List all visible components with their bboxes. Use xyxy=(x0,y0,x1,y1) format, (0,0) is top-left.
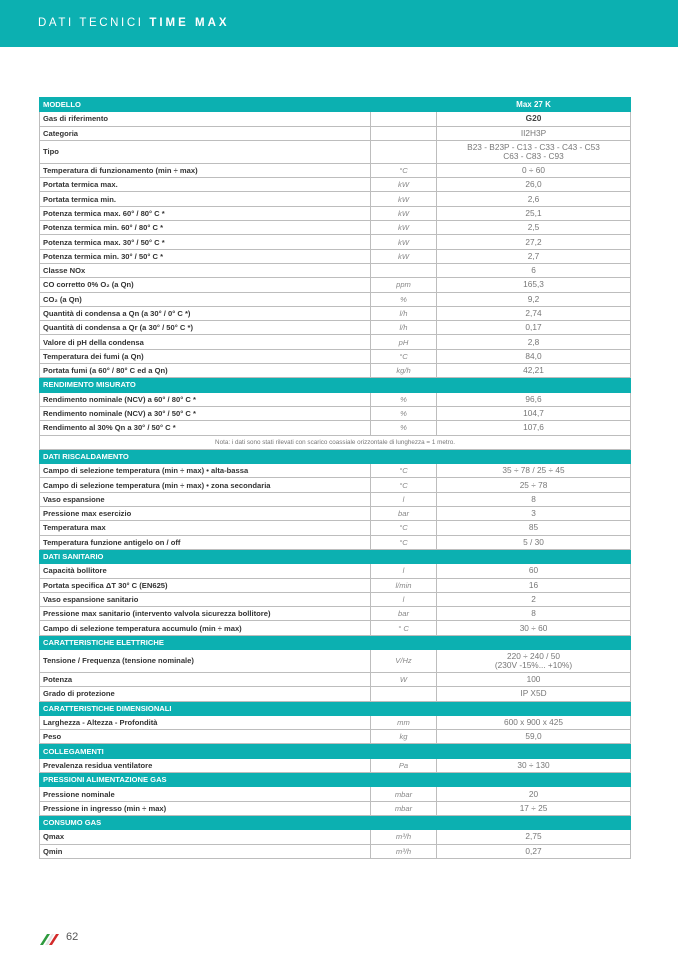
section-header-row xyxy=(40,701,631,715)
note-row xyxy=(40,435,631,449)
spec-label: Pressione max sanitario (intervento valvola sicurezza bollitore) xyxy=(40,607,371,621)
italian-flag-logo-icon xyxy=(40,931,62,945)
spec-label: Portata termica max. xyxy=(40,178,371,192)
title-bold: TIME MAX xyxy=(149,17,230,29)
spec-value xyxy=(437,687,631,701)
spec-value xyxy=(437,715,631,729)
section-header-row xyxy=(40,449,631,463)
spec-label: Temperatura max xyxy=(40,521,371,535)
table-row xyxy=(40,621,631,635)
table-row xyxy=(40,492,631,506)
spec-value xyxy=(437,364,631,378)
spec-value xyxy=(437,126,631,140)
spec-value xyxy=(437,830,631,844)
table-row xyxy=(40,392,631,406)
spec-unit: % xyxy=(371,292,437,306)
section-title: CONSUMO GAS xyxy=(40,815,631,829)
section-title: COLLEGAMENTI xyxy=(40,744,631,758)
table-row xyxy=(40,349,631,363)
value-line: 0 ÷ 60 xyxy=(521,165,545,176)
section-title: RENDIMENTO MISURATO xyxy=(40,378,631,392)
section-header-row xyxy=(40,815,631,829)
table-row xyxy=(40,830,631,844)
spec-unit: % xyxy=(371,406,437,420)
spec-label: Qmax xyxy=(40,830,371,844)
table-row xyxy=(40,521,631,535)
spec-value xyxy=(437,787,631,801)
spec-unit: kW xyxy=(371,235,437,249)
spec-label: Rendimento al 30% Qn a 30° / 50° C * xyxy=(40,421,371,435)
table-row xyxy=(40,535,631,549)
spec-value xyxy=(437,564,631,578)
spec-value xyxy=(437,192,631,206)
table-row xyxy=(40,564,631,578)
spec-unit xyxy=(371,263,437,277)
spec-label: Campo di selezione temperatura accumulo (min ÷ max) xyxy=(40,621,371,635)
value-line: 2 xyxy=(531,593,536,604)
value-line-2: C63 - C83 - C93 xyxy=(503,150,564,161)
spec-value xyxy=(437,464,631,478)
spec-unit: l/min xyxy=(371,578,437,592)
spec-unit: l xyxy=(371,492,437,506)
section-title: DATI RISCALDAMENTO xyxy=(40,449,631,463)
spec-value xyxy=(437,112,631,126)
value-line: 104,7 xyxy=(523,408,544,419)
spec-label: Portata termica min. xyxy=(40,192,371,206)
table-row xyxy=(40,335,631,349)
table-row xyxy=(40,406,631,420)
spec-unit xyxy=(371,112,437,126)
value-line: 42,21 xyxy=(523,365,544,376)
value-line: 25 ÷ 78 xyxy=(519,479,548,490)
spec-unit: pH xyxy=(371,335,437,349)
spec-unit: °C xyxy=(371,535,437,549)
spec-value xyxy=(437,392,631,406)
table-row xyxy=(40,787,631,801)
table-row xyxy=(40,421,631,435)
spec-unit: bar xyxy=(371,507,437,521)
spec-value xyxy=(437,140,631,163)
spec-value xyxy=(437,221,631,235)
value-line: 5 / 30 xyxy=(523,536,544,547)
section-title: CARATTERISTICHE DIMENSIONALI xyxy=(40,701,631,715)
spec-value xyxy=(437,492,631,506)
spec-value xyxy=(437,249,631,263)
spec-label: Campo di selezione temperatura (min ÷ max) • alta-bassa xyxy=(40,464,371,478)
value-line: 85 xyxy=(528,522,539,533)
spec-label: Qmin xyxy=(40,844,371,858)
title-light: DATI TECNICI xyxy=(38,17,144,29)
spec-label: Categoria xyxy=(40,126,371,140)
spec-label: Larghezza - Altezza - Profondità xyxy=(40,715,371,729)
value-line: 59,0 xyxy=(525,731,542,742)
spec-unit xyxy=(371,126,437,140)
model-header-row xyxy=(40,98,631,112)
value-line: 8 xyxy=(531,608,536,619)
spec-unit: mbar xyxy=(371,801,437,815)
spec-label: Tipo xyxy=(40,140,371,163)
table-row xyxy=(40,112,631,126)
spec-label: Temperatura funzione antigelo on / off xyxy=(40,535,371,549)
value-line: 100 xyxy=(526,674,541,685)
table-row xyxy=(40,263,631,277)
value-line: 2,8 xyxy=(527,336,540,347)
section-header-row xyxy=(40,773,631,787)
table-row xyxy=(40,306,631,320)
spec-unit: mbar xyxy=(371,787,437,801)
spec-value xyxy=(437,206,631,220)
value-line: 26,0 xyxy=(525,179,542,190)
spec-label: Gas di riferimento xyxy=(40,112,371,126)
spec-label: Portata fumi (a 60° / 80° C ed a Qn) xyxy=(40,364,371,378)
note-text: Nota: i dati sono stati rilevati con scarico coassiale orizzontale di lunghezza = 1 metro. xyxy=(40,435,631,449)
value-line: 35 ÷ 78 / 25 ÷ 45 xyxy=(502,465,565,476)
table-row xyxy=(40,292,631,306)
spec-unit: l/h xyxy=(371,306,437,320)
spec-value xyxy=(437,535,631,549)
spec-label: Pressione nominale xyxy=(40,787,371,801)
value-line: 30 ÷ 60 xyxy=(519,622,548,633)
spec-label: Campo di selezione temperatura (min ÷ max) • zona secondaria xyxy=(40,478,371,492)
value-line: II2H3P xyxy=(520,127,547,138)
spec-value xyxy=(437,730,631,744)
model-value: Max 27 K xyxy=(437,98,631,112)
table-row xyxy=(40,672,631,686)
value-line: 0,17 xyxy=(525,322,542,333)
spec-unit: °C xyxy=(371,464,437,478)
spec-table xyxy=(39,97,631,859)
spec-unit: kW xyxy=(371,192,437,206)
spec-unit: l xyxy=(371,592,437,606)
spec-value xyxy=(437,758,631,772)
value-line: G20 xyxy=(525,113,542,124)
spec-value xyxy=(437,421,631,435)
spec-value xyxy=(437,335,631,349)
spec-value xyxy=(437,235,631,249)
value-line: 2,6 xyxy=(527,193,540,204)
spec-value xyxy=(437,592,631,606)
table-row xyxy=(40,592,631,606)
table-row xyxy=(40,607,631,621)
table-row xyxy=(40,844,631,858)
value-line: 17 ÷ 25 xyxy=(519,802,548,813)
spec-unit: kW xyxy=(371,249,437,263)
table-row xyxy=(40,163,631,177)
spec-label: Quantità di condensa a Qn (a 30° / 0° C *) xyxy=(40,306,371,320)
page-title xyxy=(38,17,230,29)
spec-unit: l/h xyxy=(371,321,437,335)
spec-label: Vaso espansione xyxy=(40,492,371,506)
page-number: 62 xyxy=(66,931,79,943)
value-line: 220 ÷ 240 / 50 xyxy=(507,650,560,661)
table-row xyxy=(40,730,631,744)
spec-unit: °C xyxy=(371,349,437,363)
spec-unit xyxy=(371,140,437,163)
spec-unit: kW xyxy=(371,206,437,220)
spec-unit: % xyxy=(371,421,437,435)
value-line: 96,6 xyxy=(525,393,542,404)
spec-label: Quantità di condensa a Qr (a 30° / 50° C *) xyxy=(40,321,371,335)
value-line: 2,7 xyxy=(527,250,540,261)
spec-value xyxy=(437,406,631,420)
spec-value xyxy=(437,521,631,535)
spec-value xyxy=(437,263,631,277)
table-row xyxy=(40,206,631,220)
table-row xyxy=(40,221,631,235)
spec-value xyxy=(437,478,631,492)
value-line: 0,27 xyxy=(525,845,542,856)
spec-unit: °C xyxy=(371,478,437,492)
spec-value xyxy=(437,321,631,335)
spec-unit: m³/h xyxy=(371,844,437,858)
value-line: 600 x 900 x 425 xyxy=(503,717,564,728)
spec-label: Peso xyxy=(40,730,371,744)
spec-value xyxy=(437,649,631,672)
spec-label: Portata specifica ΔT 30° C (EN625) xyxy=(40,578,371,592)
spec-label: Prevalenza residua ventilatore xyxy=(40,758,371,772)
section-header-row xyxy=(40,635,631,649)
value-line: 9,2 xyxy=(527,293,540,304)
spec-value xyxy=(437,178,631,192)
spec-unit: m³/h xyxy=(371,830,437,844)
spec-label: Rendimento nominale (NCV) a 60° / 80° C * xyxy=(40,392,371,406)
table-row xyxy=(40,464,631,478)
spec-label: Capacità bollitore xyxy=(40,564,371,578)
spec-label: Valore di pH della condensa xyxy=(40,335,371,349)
spec-unit: % xyxy=(371,392,437,406)
table-row xyxy=(40,715,631,729)
table-row xyxy=(40,478,631,492)
spec-unit: kg/h xyxy=(371,364,437,378)
table-row xyxy=(40,178,631,192)
value-line: 30 ÷ 130 xyxy=(517,759,550,770)
spec-label: Tensione / Frequenza (tensione nominale) xyxy=(40,649,371,672)
value-line: IP X5D xyxy=(520,688,547,699)
spec-value xyxy=(437,621,631,635)
spec-unit: kW xyxy=(371,178,437,192)
spec-value xyxy=(437,292,631,306)
value-line: 2,5 xyxy=(527,222,540,233)
spec-value xyxy=(437,507,631,521)
table-row xyxy=(40,249,631,263)
table-row xyxy=(40,140,631,163)
table-row xyxy=(40,321,631,335)
spec-unit: kW xyxy=(371,221,437,235)
table-row xyxy=(40,278,631,292)
value-line: 27,2 xyxy=(525,236,542,247)
table-row xyxy=(40,801,631,815)
spec-label: Potenza termica min. 30° / 50° C * xyxy=(40,249,371,263)
value-line: B23 - B23P - C13 - C33 - C43 - C53 xyxy=(467,141,600,152)
section-title: PRESSIONI ALIMENTAZIONE GAS xyxy=(40,773,631,787)
spec-label: Vaso espansione sanitario xyxy=(40,592,371,606)
table-row xyxy=(40,758,631,772)
page-header-bar xyxy=(0,0,678,47)
section-title: DATI SANITARIO xyxy=(40,549,631,563)
spec-label: Classe NOx xyxy=(40,263,371,277)
table-row xyxy=(40,364,631,378)
value-line: 84,0 xyxy=(525,350,542,361)
spec-value xyxy=(437,578,631,592)
section-header-row xyxy=(40,549,631,563)
spec-value xyxy=(437,844,631,858)
spec-label: Grado di protezione xyxy=(40,687,371,701)
value-line: 165,3 xyxy=(523,279,544,290)
spec-unit: W xyxy=(371,672,437,686)
spec-value xyxy=(437,607,631,621)
spec-unit: mm xyxy=(371,715,437,729)
value-line-2: (230V -15%... +10%) xyxy=(494,659,573,670)
spec-label: CO₂ (a Qn) xyxy=(40,292,371,306)
spec-label: Potenza termica min. 60° / 80° C * xyxy=(40,221,371,235)
table-row xyxy=(40,507,631,521)
spec-label: Temperatura dei fumi (a Qn) xyxy=(40,349,371,363)
value-line: 6 xyxy=(531,265,536,276)
spec-value xyxy=(437,349,631,363)
spec-unit: kg xyxy=(371,730,437,744)
section-title: CARATTERISTICHE ELETTRICHE xyxy=(40,635,631,649)
spec-label: CO corretto 0% O₂ (a Qn) xyxy=(40,278,371,292)
spec-unit xyxy=(371,687,437,701)
table-row xyxy=(40,687,631,701)
spec-value xyxy=(437,306,631,320)
spec-value xyxy=(437,278,631,292)
value-line: 107,6 xyxy=(523,422,544,433)
value-line: 16 xyxy=(528,579,539,590)
spec-label: Potenza termica max. 30° / 50° C * xyxy=(40,235,371,249)
table-row xyxy=(40,192,631,206)
table-row xyxy=(40,126,631,140)
table-row xyxy=(40,578,631,592)
spec-label: Rendimento nominale (NCV) a 30° / 50° C * xyxy=(40,406,371,420)
value-line: 60 xyxy=(528,565,539,576)
spec-unit: V/Hz xyxy=(371,649,437,672)
spec-label: Pressione in ingresso (min ÷ max) xyxy=(40,801,371,815)
section-header-row xyxy=(40,378,631,392)
value-line: 2,74 xyxy=(525,308,542,318)
spec-unit: Pa xyxy=(371,758,437,772)
spec-label: Potenza xyxy=(40,672,371,686)
value-line: 20 xyxy=(528,788,539,799)
spec-value xyxy=(437,801,631,815)
model-label: MODELLO xyxy=(40,98,437,112)
table-row xyxy=(40,649,631,672)
spec-label: Potenza termica max. 60° / 80° C * xyxy=(40,206,371,220)
value-line: 8 xyxy=(531,493,536,504)
spec-value xyxy=(437,672,631,686)
value-line: 25,1 xyxy=(525,207,542,218)
spec-unit: bar xyxy=(371,607,437,621)
section-header-row xyxy=(40,744,631,758)
spec-label: Temperatura di funzionamento (min ÷ max) xyxy=(40,163,371,177)
value-line: 3 xyxy=(531,508,536,519)
spec-unit: °C xyxy=(371,163,437,177)
value-line: 2,75 xyxy=(525,831,542,842)
spec-value xyxy=(437,163,631,177)
spec-unit: ppm xyxy=(371,278,437,292)
spec-unit: l xyxy=(371,564,437,578)
spec-unit: ° C xyxy=(371,621,437,635)
spec-unit: °C xyxy=(371,521,437,535)
table-row xyxy=(40,235,631,249)
spec-label: Pressione max esercizio xyxy=(40,507,371,521)
